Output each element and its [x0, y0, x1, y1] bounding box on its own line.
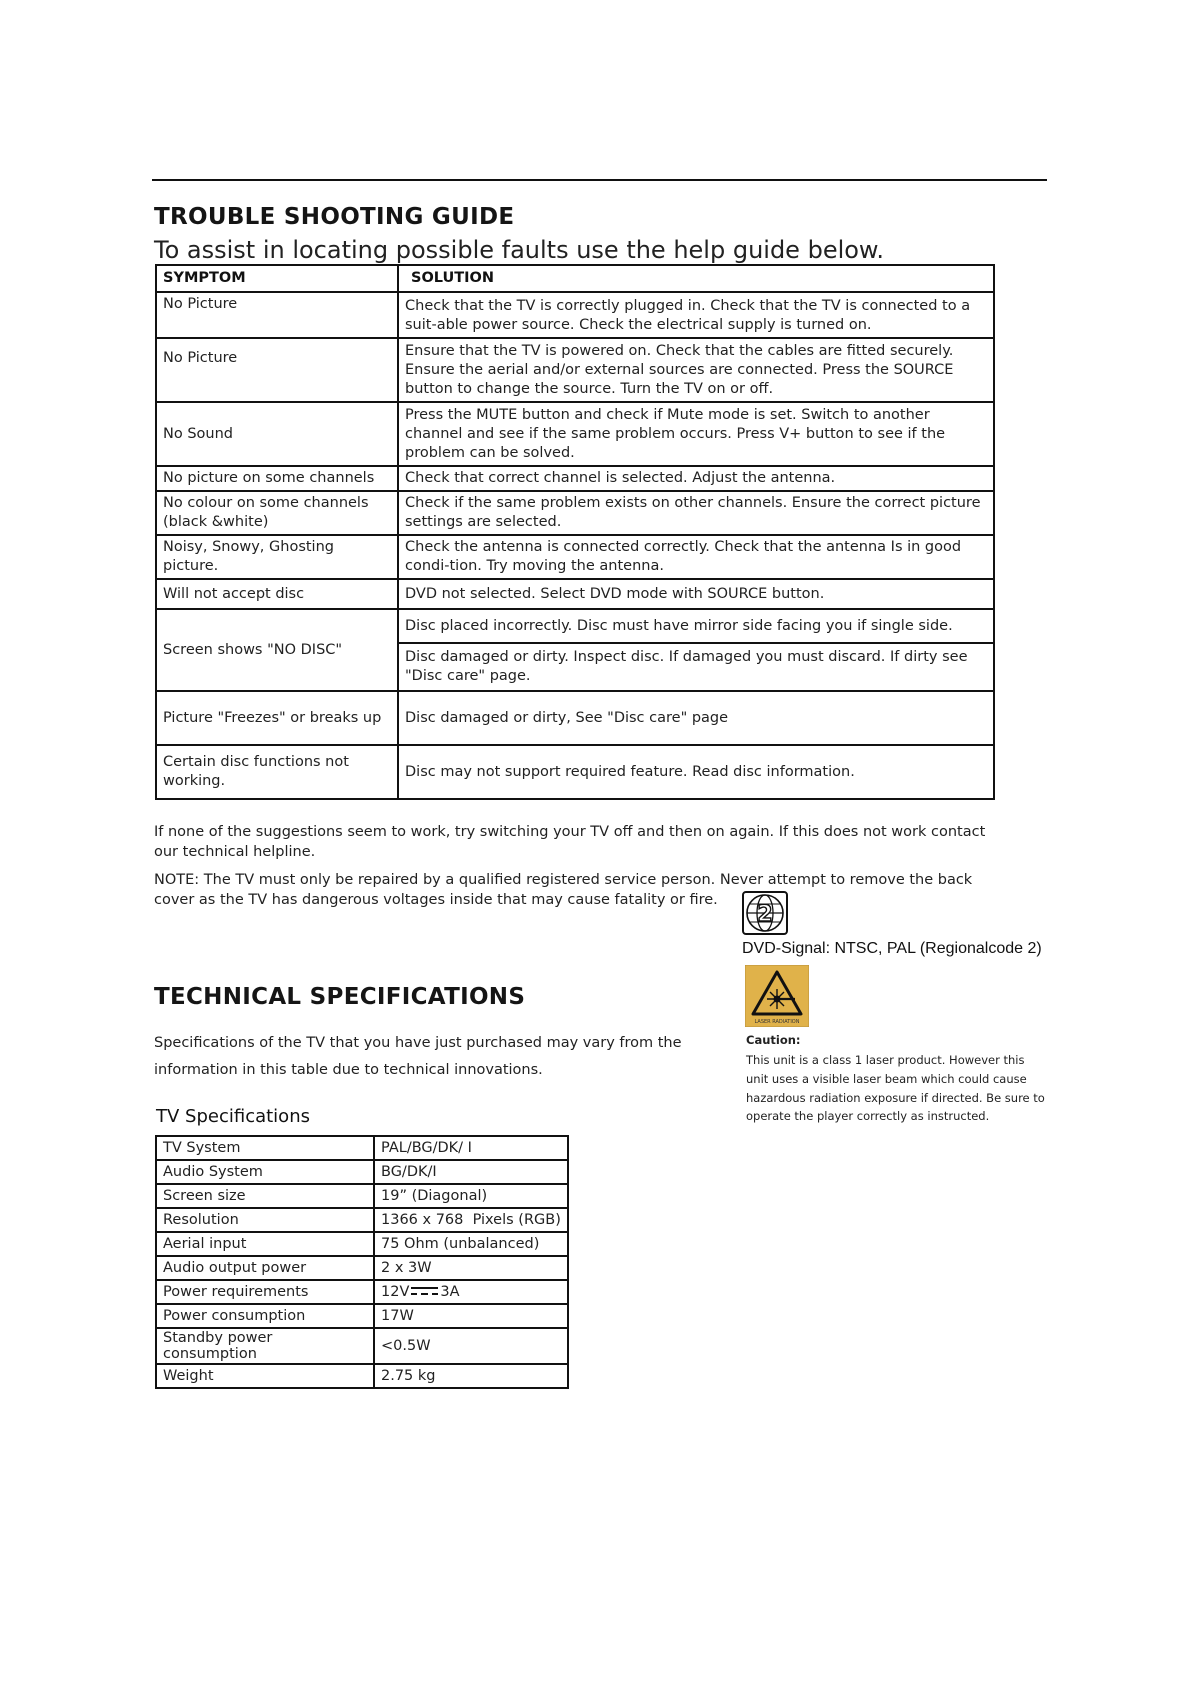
solution-cell: Disc damaged or dirty, See "Disc care" page	[398, 691, 994, 745]
spec-row	[156, 1328, 568, 1364]
symptom-cell: Will not accept disc	[156, 579, 398, 609]
troubleshooting-table	[155, 264, 995, 800]
symptom-cell: No Picture	[156, 292, 398, 338]
spec-value: <0.5W	[374, 1328, 568, 1364]
dvd-region-icon	[742, 891, 788, 935]
symptom-cell: Picture "Freezes" or breaks up	[156, 691, 398, 745]
spec-value	[374, 1280, 568, 1304]
spec-row	[156, 1280, 568, 1304]
table-row	[156, 491, 994, 535]
solution-cell: Disc may not support required feature. Read disc information.	[398, 745, 994, 799]
symptom-cell: Screen shows "NO DISC"	[156, 609, 398, 691]
caution-title: Caution:	[746, 1033, 801, 1047]
spec-key: Resolution	[156, 1208, 374, 1232]
spec-row	[156, 1232, 568, 1256]
table-row	[156, 609, 994, 643]
dvd-signal-caption: DVD-Signal: NTSC, PAL (Regionalcode 2)	[742, 940, 1042, 957]
solution-cell: Check if the same problem exists on other channels. Ensure the correct picture settings are selected.	[398, 491, 994, 535]
caution-text: This unit is a class 1 laser product. However this unit uses a visible laser beam which could cause hazardous radiation exposure if directed. Be sure to operate the player correctly as instructed.	[746, 1053, 1045, 1124]
spec-value: 2 x 3W	[374, 1256, 568, 1280]
spec-value: 75 Ohm (unbalanced)	[374, 1232, 568, 1256]
dc-symbol-icon	[411, 1286, 438, 1296]
specs-table	[155, 1135, 569, 1389]
symptom-cell: Certain disc functions not working.	[156, 745, 398, 799]
spec-value: 2.75 kg	[374, 1364, 568, 1388]
symptom-cell: Noisy, Snowy, Ghosting picture.	[156, 535, 398, 579]
table-row	[156, 579, 994, 609]
laser-label: LASER RADIATION	[754, 1019, 800, 1025]
top-rule	[152, 179, 1047, 181]
spec-value: PAL/BG/DK/ I	[374, 1136, 568, 1160]
spec-row	[156, 1208, 568, 1232]
spec-key: Power consumption	[156, 1304, 374, 1328]
spec-value: 1366 x 768 Pixels (RGB)	[374, 1208, 568, 1232]
table-header-row	[156, 265, 994, 292]
troubleshooting-subtitle: To assist in locating possible faults use the help guide below.	[154, 236, 884, 264]
laser-warning-icon	[745, 965, 809, 1027]
current-value: 3A	[440, 1284, 460, 1300]
symptom-cell: No Sound	[156, 402, 398, 466]
solution-cell: DVD not selected. Select DVD mode with SOURCE button.	[398, 579, 994, 609]
safety-note: NOTE: The TV must only be repaired by a qualified registered service person. Never attempt to remove the back cover as the TV has dangerous voltages inside that may cause fatality or fire.	[154, 872, 973, 908]
specs-intro: Specifications of the TV that you have just purchased may vary from the information in this table due to technical innovations.	[154, 1035, 682, 1078]
help-note: If none of the suggestions seem to work, try switching your TV off and then on again. If this does not work contact our technical helpline.	[154, 824, 986, 860]
spec-value: 19” (Diagonal)	[374, 1184, 568, 1208]
spec-row	[156, 1160, 568, 1184]
table-row	[156, 292, 994, 338]
spec-key: Standby power consumption	[156, 1328, 374, 1364]
spec-row	[156, 1256, 568, 1280]
spec-row	[156, 1184, 568, 1208]
symptom-cell: No picture on some channels	[156, 466, 398, 491]
symptom-header: SYMPTOM	[156, 265, 398, 292]
table-row	[156, 466, 994, 491]
solution-cell: Check that the TV is correctly plugged in. Check that the TV is connected to a suit-able power source. Check the electrical supply is turned on.	[398, 292, 994, 338]
voltage-value: 12V	[381, 1284, 410, 1300]
spec-key: Aerial input	[156, 1232, 374, 1256]
region-number: 2	[757, 902, 773, 927]
spec-key: Audio output power	[156, 1256, 374, 1280]
spec-key: Weight	[156, 1364, 374, 1388]
solution-cell: Disc damaged or dirty. Inspect disc. If damaged you must discard. If dirty see "Disc care" page.	[398, 643, 994, 691]
solution-header: SOLUTION	[398, 265, 994, 292]
table-row	[156, 338, 994, 402]
spec-key: TV System	[156, 1136, 374, 1160]
table-row	[156, 535, 994, 579]
table-row	[156, 402, 994, 466]
spec-key: Audio System	[156, 1160, 374, 1184]
solution-cell: Ensure that the TV is powered on. Check that the cables are fitted securely. Ensure the aerial and/or external sources are connected. Press the SOURCE button to change the source. Turn the TV on or off.	[398, 338, 994, 402]
solution-cell: Press the MUTE button and check if Mute mode is set. Switch to another channel and see if the same problem occurs. Press V+ button to see if the problem can be solved.	[398, 402, 994, 466]
spec-key: Screen size	[156, 1184, 374, 1208]
spec-value: BG/DK/I	[374, 1160, 568, 1184]
table-row	[156, 691, 994, 745]
symptom-cell: No Picture	[156, 338, 398, 402]
spec-row	[156, 1304, 568, 1328]
solution-cell: Check the antenna is connected correctly. Check that the antenna Is in good condi-tion. Try moving the antenna.	[398, 535, 994, 579]
troubleshooting-title: TROUBLE SHOOTING GUIDE	[154, 204, 515, 230]
spec-value: 17W	[374, 1304, 568, 1328]
tv-specs-subtitle: TV Specifications	[156, 1106, 310, 1127]
spec-row	[156, 1364, 568, 1388]
spec-row	[156, 1136, 568, 1160]
spec-key: Power requirements	[156, 1280, 374, 1304]
table-row	[156, 745, 994, 799]
solution-cell: Check that correct channel is selected. Adjust the antenna.	[398, 466, 994, 491]
specs-title: TECHNICAL SPECIFICATIONS	[154, 984, 526, 1010]
solution-cell: Disc placed incorrectly. Disc must have mirror side facing you if single side.	[398, 609, 994, 643]
symptom-cell: No colour on some channels (black &white)	[156, 491, 398, 535]
